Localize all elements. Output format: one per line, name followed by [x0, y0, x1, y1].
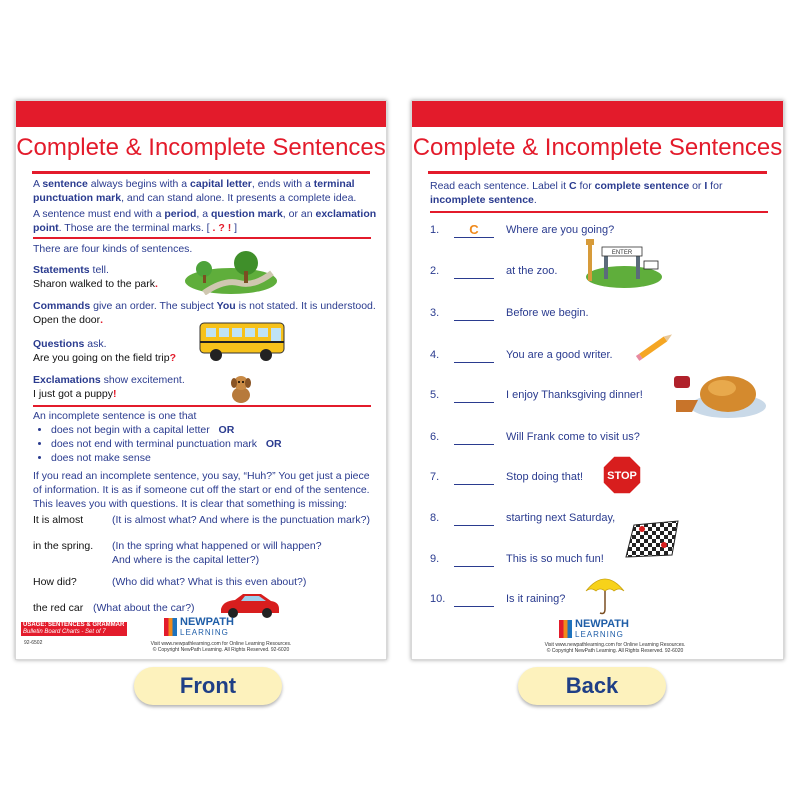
title-rule: [32, 171, 370, 174]
zoo-sign-text: ENTER: [611, 250, 633, 256]
back-button[interactable]: Back: [518, 667, 666, 705]
logo-icon: [559, 620, 572, 638]
section-rule: [33, 237, 371, 239]
answer-blank[interactable]: [454, 430, 494, 445]
answer-blank[interactable]: [454, 348, 494, 363]
exclamations-block: Exclamations show excitement. I just got a puppy!: [33, 374, 185, 400]
section-rule: [430, 211, 768, 213]
exercise-row: 8. starting next Saturday,: [430, 512, 616, 524]
stop-sign-text: STOP: [607, 470, 637, 482]
exercise-row: 3. Before we begin.: [430, 307, 589, 319]
header-red-bar: [16, 101, 386, 127]
umbrella-icon: [584, 571, 626, 617]
kinds-intro: There are four kinds of sentences.: [33, 243, 193, 255]
section-rule-2: [33, 405, 371, 407]
example-question: (What about the car?): [93, 602, 195, 614]
commands-block: Commands give an order. The subject You is not stated. It is understood. Open the door.: [33, 300, 376, 326]
statements-block: Statements tell. Sharon walked to the park.: [33, 264, 158, 290]
park-illustration: [184, 249, 278, 295]
back-chart: [411, 100, 784, 660]
example-question: (Who did what? What is this even about?): [112, 576, 307, 588]
example-fragment: in the spring.: [33, 540, 94, 552]
exercise-row: 2. at the zoo.: [430, 265, 558, 277]
logo-icon: [164, 618, 177, 636]
answer-blank[interactable]: [454, 388, 494, 403]
exercise-row: 1. C Where are you going?: [430, 221, 615, 237]
answer-blank[interactable]: [454, 552, 494, 567]
answer-blank[interactable]: [454, 264, 494, 279]
exercise-row: 7. Stop doing that!: [430, 471, 584, 483]
answer-blank[interactable]: [454, 592, 494, 607]
instructions: Read each sentence. Label it C for complete sentence or I for incomplete sentence.: [430, 180, 723, 206]
zoo-illustration: [582, 235, 662, 289]
example-question: (In the spring what happened or will happen? And where is the capital letter?): [112, 540, 322, 566]
example-fragment: How did?: [33, 576, 77, 588]
exercise-row: 5. I enjoy Thanksgiving dinner!: [430, 389, 643, 401]
example-fragment: It is almost: [33, 514, 84, 526]
red-car-illustration: [219, 591, 281, 619]
exercise-row: 4. You are a good writer.: [430, 349, 613, 361]
turkey-dinner-illustration: [668, 356, 768, 422]
exercise-row: 10. Is it raining?: [430, 593, 566, 605]
answer-blank[interactable]: [454, 511, 494, 526]
terminal-marks-text: A sentence must end with a period, a question mark, or an exclamation point. Those are the terminal marks. [ . ? ! ]: [33, 208, 377, 234]
example-question: (It is almost what? And where is the punctuation mark?): [112, 514, 370, 526]
answer-blank[interactable]: [454, 470, 494, 485]
stop-sign-icon: [602, 455, 642, 495]
newpath-logo: NEWPATH LEARNING: [559, 619, 629, 639]
incomplete-definition: An incomplete sentence is one that • does not begin with a capital letter OR • does not end with terminal punctuation mark OR • does not make sense: [33, 409, 373, 465]
title-rule: [428, 171, 767, 174]
copyright-fine-print: Visit www.newpathlearning.com for Online Learning Resources. © Copyright NewPath Learning. All Rights Reserved. 92-6020: [150, 641, 292, 653]
questions-block: Questions ask. Are you going on the field trip?: [33, 338, 177, 364]
sentence-definition: A sentence always begins with a capital letter, ends with a terminal punctuation mark, and can stand alone. It presents a complete idea.: [33, 178, 357, 204]
list-item: • does not make sense: [51, 451, 373, 465]
incomplete-criteria-list: [33, 423, 373, 465]
answer-blank[interactable]: [454, 306, 494, 321]
huh-paragraph: If you read an incomplete sentence, you say, “Huh?” You get just a piece of information. It is as if someone cut off the start or end of the sentence. This leaves you with questions. It is clear that something is missing:: [33, 470, 370, 510]
product-code: 92-6502: [24, 640, 43, 646]
front-button[interactable]: Front: [134, 667, 282, 705]
exercise-row: 9. This is so much fun!: [430, 553, 604, 565]
back-title: Complete & Incomplete Sentences: [412, 134, 783, 161]
exercise-row: 6. Will Frank come to visit us?: [430, 431, 640, 443]
example-fragment: the red car: [33, 602, 84, 614]
series-tag: USAGE: SENTENCES & GRAMMAR Bulletin Board Charts - Set of 7: [21, 622, 127, 636]
school-bus-illustration: [198, 319, 288, 363]
list-item: • does not end with terminal punctuation mark OR: [51, 437, 373, 451]
checkers-board-illustration: [624, 519, 680, 559]
newpath-logo: NEWPATH LEARNING: [164, 617, 234, 637]
answer-blank[interactable]: C: [454, 223, 494, 238]
copyright-fine-print: Visit www.newpathlearning.com for Online Learning Resources. © Copyright NewPath Learning. All Rights Reserved. 92-6020: [544, 642, 686, 654]
header-red-bar: [412, 101, 783, 127]
front-chart: [15, 100, 387, 660]
puppy-illustration: [228, 374, 254, 404]
front-title: Complete & Incomplete Sentences: [16, 134, 386, 161]
list-item: • does not begin with a capital letter OR: [51, 423, 373, 437]
